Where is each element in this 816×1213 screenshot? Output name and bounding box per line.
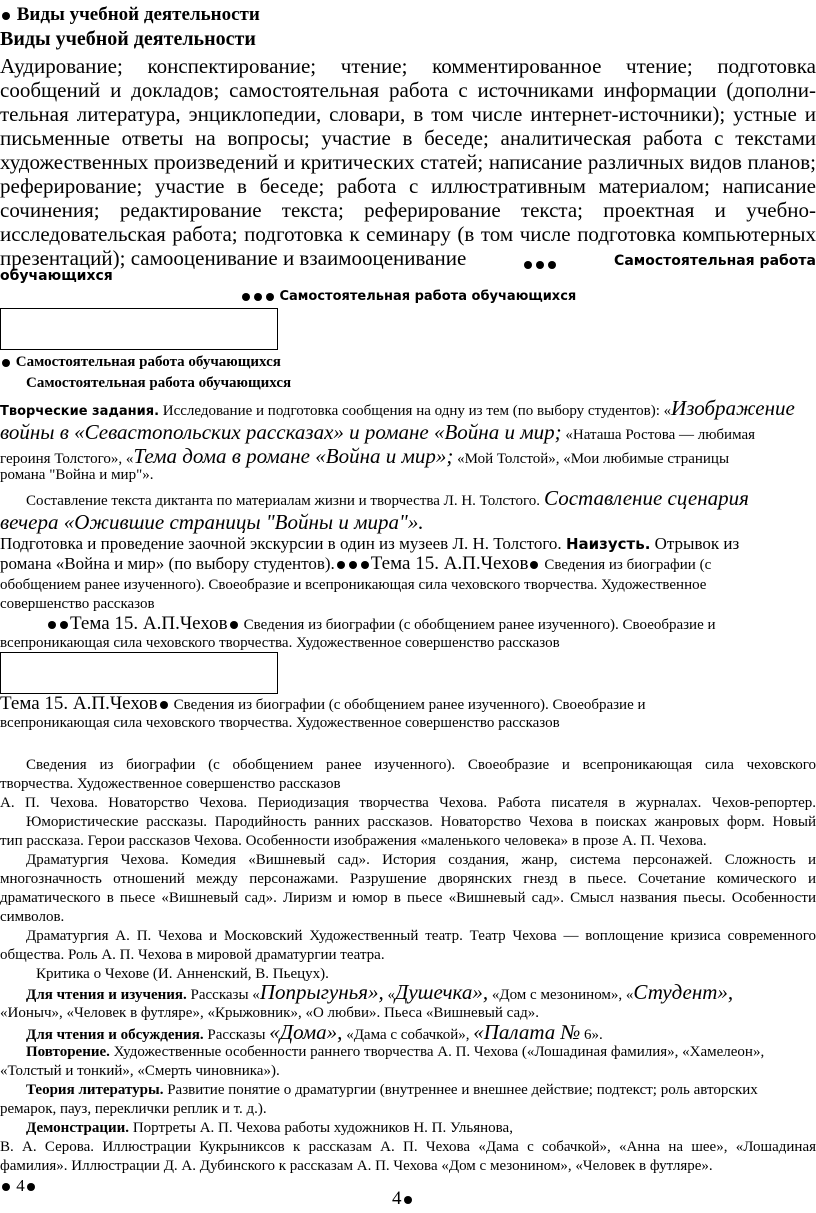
italic-text: «Палата № — [473, 1020, 581, 1044]
bold-label: Повторение. — [26, 1044, 110, 1060]
bullet-icon — [60, 621, 68, 629]
independent-work-inline-2: обучающихся — [0, 268, 113, 284]
page-number — [392, 1188, 432, 1210]
bullet-icon — [2, 12, 10, 20]
empty-frame — [0, 652, 278, 694]
bullet-icon — [266, 293, 274, 301]
topic-title: Тема 15. А.П.Чехов — [370, 553, 529, 574]
text: 6». — [580, 1027, 603, 1043]
creative-line-10: совершенство рассказов — [0, 596, 155, 612]
italic-text: Составление сценария — [544, 486, 749, 510]
text: Портреты А. П. Чехова работы художников Н. П. Ульянова, — [129, 1120, 513, 1136]
text: Сведения из биографии (с — [544, 557, 712, 573]
activities-line: сочинения; редактирование текста; реферирование текста; проектная и учебно- — [0, 198, 816, 222]
activities-line: Аудирование; конспектирование; чтение; комментированное чтение; подготовка — [0, 54, 816, 78]
text: « — [383, 987, 395, 1003]
heading-activity-types — [0, 4, 816, 26]
chekhov-paragraph: творчества. Художественное совершенство рассказов — [0, 776, 341, 792]
creative-line-7 — [0, 534, 816, 554]
topic-heading-repeat-text: всепроникающая сила чеховского творчества. Художественное совершенство рассказов — [0, 635, 560, 651]
repetition-line — [26, 1043, 816, 1062]
theory-line — [26, 1081, 816, 1100]
activities-line: тельная литература, энциклопедии, словари, в том числе интернет-источники); устные и — [0, 102, 816, 126]
creative-line-2 — [0, 420, 816, 447]
creative-label: Творческие задания. — [0, 404, 160, 419]
chekhov-paragraph: тип рассказа. Герои рассказов Чехова. Особенности изображения «маленького человека» в прозе А. П. Чехова. — [0, 833, 707, 849]
italic-text: Студент», — [633, 980, 734, 1004]
heading-activity-types-2: Виды учебной деятельности — [0, 28, 256, 50]
bullet-icon — [160, 701, 168, 709]
text: Отрывок из — [650, 534, 740, 553]
italic-text: Попрыгунья», — [259, 980, 384, 1004]
topic-title: Тема 15. А.П.Чехов — [70, 613, 228, 634]
creative-line-5 — [26, 486, 816, 513]
repetition-line-2: «Толстый и тонкий», «Смерть чиновника»). — [0, 1063, 280, 1079]
text: Художественные особенности раннего творчества А. П. Чехова («Лошадиная фамилия», «Хамелеон», — [109, 1044, 765, 1060]
activities-line: письменные ответы на вопросы; участие в беседе; аналитическая работа с текстами — [0, 126, 816, 150]
chekhov-paragraph: Драматургия А. П. Чехова и Московский Художественный театр. Театр Чехова — воплощение кризиса современного — [26, 928, 816, 944]
text: Исследование и подготовка сообщения на одну из тем (по выбору студентов): « — [159, 403, 672, 419]
page-number-text: 4 — [392, 1188, 402, 1209]
chekhov-paragraph: Сведения из биографии (с обобщением ранее изученного). Своеобразие и всепроникающая сила чеховского — [26, 757, 816, 773]
text: «Дом с мезонином», « — [488, 987, 634, 1003]
creative-line-6: вечера «Ожившие страницы "Войны и мира"». — [0, 510, 424, 534]
bullet-icon — [404, 1196, 412, 1204]
bullet-icon — [2, 1183, 10, 1191]
text: 4 — [16, 1176, 25, 1195]
independent-work-heading-indented: Самостоятельная работа обучающихся — [26, 375, 292, 391]
italic-text: «Дома», — [269, 1020, 343, 1044]
chekhov-paragraph: общества. Роль А. П. Чехова в мировой драматургии театра. — [0, 947, 385, 963]
demo-line-3: фамилия». Иллюстрации Д. А. Дубинского к рассказам А. П. Чехова «Дом с мезонином», «Человек в футляре». — [0, 1158, 713, 1174]
text: Рассказы — [203, 1027, 270, 1043]
italic-text: Изображение — [671, 396, 795, 420]
creative-line-9: обобщением ранее изученного). Своеобразие и всепроникающая сила чеховского творчества. Художественное — [0, 577, 707, 593]
empty-frame — [0, 308, 278, 350]
chekhov-paragraph: Юмористические рассказы. Пародийность ранних рассказов. Новаторство Чехова в поисках жанровых форм. Новый — [26, 814, 816, 830]
activities-line: реферирование; участие в беседе; работа с иллюстративным материалом; написание — [0, 174, 816, 198]
independent-work-inline: Самостоятельная работа — [614, 253, 816, 269]
activities-line: художественных произведений и критических статей; написание различных видов планов; — [0, 150, 816, 174]
italic-text: Душечка», — [394, 980, 489, 1004]
text: «Наташа Ростова — любимая — [561, 427, 756, 443]
bullet-icon — [242, 293, 250, 301]
text: Сведения из биографии (с обобщением ранее изученного). Своеобразие и — [243, 617, 716, 633]
activities-line: исследовательская работа; подготовка к семинару (в том числе подготовка компьютерных — [0, 222, 816, 246]
topic-title: Тема 15. А.П.Чехов — [0, 693, 158, 714]
bullet-icon — [361, 561, 369, 569]
text: Сведения из биографии (с обобщением ранее изученного). Своеобразие и — [173, 697, 646, 713]
chekhov-paragraph: драматического в пьесе «Вишневый сад». Лиризм и юмор в пьесе «Вишневый сад». Смысл названия пьесы. Особенности — [0, 890, 816, 906]
bold-label: Демонстрации. — [26, 1120, 130, 1136]
theory-line-2: ремарок, пауз, переклички реплик и т. д.). — [0, 1101, 267, 1117]
chekhov-paragraph: А. П. Чехова. Новаторство Чехова. Периодизация творчества Чехова. Работа писателя в журналах. Чехов-репортер. — [0, 795, 816, 811]
bullet-icon — [337, 561, 345, 569]
bold-text: Наизусть. — [565, 535, 651, 553]
bullet-icon — [530, 561, 538, 569]
bold-label: Теория литературы. — [26, 1082, 164, 1098]
text: героиня Толстого», « — [0, 451, 134, 467]
heading-text: Самостоятельная работа обучающихся — [15, 354, 281, 370]
chekhov-paragraph: символов. — [0, 909, 65, 925]
bullet-icon — [2, 359, 10, 367]
bullet-icon — [48, 621, 56, 629]
heading-text: Самостоятельная работа обучающихся — [279, 289, 577, 304]
text: «Мой Толстой», «Мои любимые страницы — [453, 451, 730, 467]
demo-line-2: В. А. Серова. Иллюстрации Кукрыниксов к рассказам А. П. Чехова «Дама с собачкой», «Анна на шее», «Лошадиная — [0, 1139, 816, 1155]
text: Развитие понятие о драматургии (внутреннее и внешнее действие; подтекст; роль авторских — [163, 1082, 758, 1098]
independent-work-heading-left — [0, 354, 816, 371]
chekhov-paragraph: Критика о Чехове (И. Анненский, В. Пьецух). — [36, 966, 329, 982]
creative-line-8 — [0, 552, 816, 577]
text: Рассказы « — [186, 987, 260, 1003]
heading-text: Виды учебной деятельности — [16, 4, 260, 25]
demo-line — [26, 1119, 816, 1138]
bullet-icon — [254, 293, 262, 301]
chekhov-paragraph: многозначность отношений между персонажами. Разрушение дворянских гнезд в пьесе. Сочетание комического и — [0, 871, 816, 887]
bold-label: Для чтения и обсуждения. — [26, 1027, 204, 1043]
activities-last-text: презентаций); самооценивание и взаимооценивание — [0, 246, 467, 270]
italic-text: войны в «Севастопольских рассказах» и романе «Война и мир; — [0, 420, 562, 444]
chekhov-paragraph: Драматургия Чехова. Комедия «Вишневый сад». История создания, жанр, система персонажей. Сложность и — [26, 852, 816, 868]
text: Составление текста диктанта по материалам жизни и творчества Л. Н. Толстого. — [26, 493, 541, 509]
reading-line — [26, 980, 816, 1007]
topic-heading-repeat-2-text: всепроникающая сила чеховского творчества. Художественное совершенство рассказов — [0, 715, 560, 731]
italic-text: Тема дома в романе «Война и мир»; — [133, 444, 454, 468]
text: «Дама с собачкой», — [342, 1027, 474, 1043]
text: романа «Война и мир» (по выбору студентов). — [0, 554, 335, 573]
bold-label: Для чтения и изучения. — [26, 987, 187, 1003]
creative-line-4: романа "Война и мир"». — [0, 467, 154, 483]
text: Подготовка и проведение заочной экскурсии в один из музеев Л. Н. Толстого. — [0, 534, 562, 553]
independent-work-heading-centered — [0, 288, 816, 305]
bullet-icon — [349, 561, 357, 569]
activities-line: сообщений и докладов; самостоятельная работа с источниками информации (дополни- — [0, 78, 816, 102]
reading-line-2: «Ионыч», «Человек в футляре», «Крыжовник», «О любви». Пьеса «Вишневый сад». — [0, 1005, 540, 1021]
bullet-icon — [230, 621, 238, 629]
bullet-icon — [27, 1183, 35, 1191]
